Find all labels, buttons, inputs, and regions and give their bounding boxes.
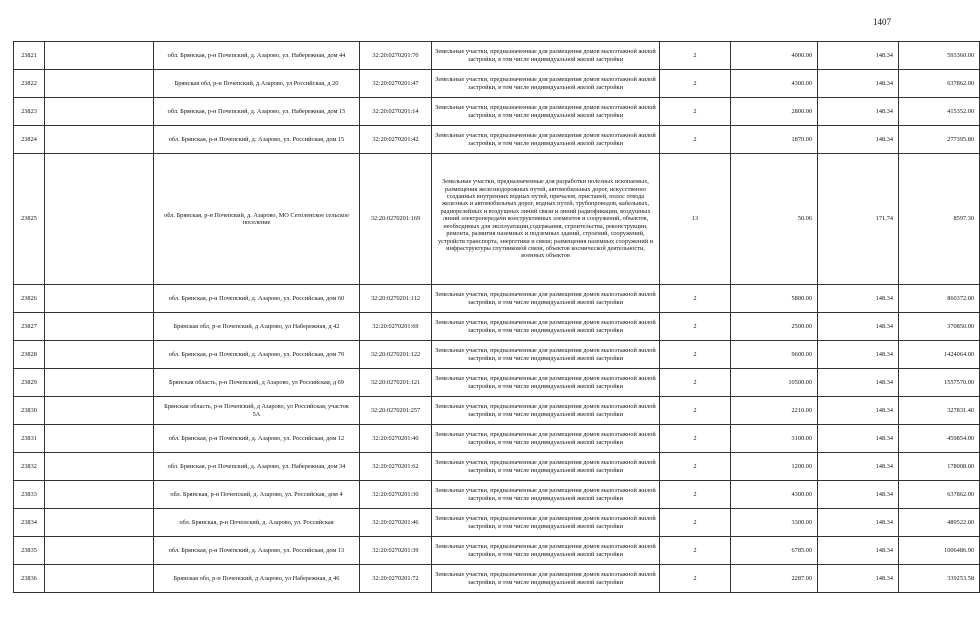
area-cell: 3300.00	[731, 509, 818, 537]
row-id: 23833	[14, 481, 45, 509]
address-cell: обл. Брянская, р-н Почепский, д. Азарово, ул. Российская, дом 15	[154, 126, 360, 154]
empty-cell	[45, 42, 154, 70]
cadastral-value-cell: 593360.00	[899, 42, 980, 70]
empty-cell	[45, 397, 154, 425]
cadastral-number-cell: 32:20:0270201:169	[360, 154, 432, 285]
rate-cell: 148.34	[818, 341, 899, 369]
group-code-cell: 13	[660, 154, 731, 285]
row-id: 23826	[14, 285, 45, 313]
empty-cell	[45, 565, 154, 593]
address-cell: обл. Брянская, р-н Почепский, д. Азарово, ул. Российская, дом 60	[154, 285, 360, 313]
land-use-cell: Земельные участки, предназначенные для размещения домов малоэтажной жилой застройки, в том числе индивидуальной жилой застройки	[432, 509, 660, 537]
cadastral-value-cell: 637862.00	[899, 481, 980, 509]
row-id: 23830	[14, 397, 45, 425]
group-code-cell: 2	[660, 70, 731, 98]
group-code-cell: 2	[660, 509, 731, 537]
cadastral-value-cell: 1557570.00	[899, 369, 980, 397]
row-id: 23824	[14, 126, 45, 154]
empty-cell	[45, 369, 154, 397]
table-row	[14, 369, 980, 397]
row-id: 23836	[14, 565, 45, 593]
empty-cell	[45, 425, 154, 453]
row-id: 23831	[14, 425, 45, 453]
table-row	[14, 453, 980, 481]
address-cell: обл. Брянская, р-н Почепский, д. Азарово, ул. Набережная, дом 34	[154, 453, 360, 481]
address-cell: Брянская обл, р-н Почепский, д Азарово, ул Российская, д 20	[154, 70, 360, 98]
rate-cell: 148.34	[818, 98, 899, 126]
area-cell: 1870.00	[731, 126, 818, 154]
cadastral-number-cell: 32:20:0270201:14	[360, 98, 432, 126]
area-cell: 50.06	[731, 154, 818, 285]
empty-cell	[45, 509, 154, 537]
area-cell: 3100.00	[731, 425, 818, 453]
table-row	[14, 285, 980, 313]
page-number: 1407	[873, 17, 891, 27]
cadastral-value-cell: 277395.80	[899, 126, 980, 154]
table-row	[14, 509, 980, 537]
cadastral-number-cell: 32:20:0270201:121	[360, 369, 432, 397]
land-use-cell: Земельные участки, предназначенные для размещения домов малоэтажной жилой застройки, в том числе индивидуальной жилой застройки	[432, 453, 660, 481]
cadastral-value-cell: 1006486.90	[899, 537, 980, 565]
rate-cell: 148.34	[818, 453, 899, 481]
cadastral-number-cell: 32:20:0270201:70	[360, 42, 432, 70]
cadastral-number-cell: 32:20:0270201:30	[360, 481, 432, 509]
address-cell: обл. Брянская, р-н Почепский, д. Азарово, ул. Российская, дом 70	[154, 341, 360, 369]
cadastral-number-cell: 32:20:0270201:257	[360, 397, 432, 425]
row-id: 23832	[14, 453, 45, 481]
row-id: 23829	[14, 369, 45, 397]
area-cell: 4300.00	[731, 70, 818, 98]
table-row	[14, 70, 980, 98]
cadastral-value-cell: 489522.00	[899, 509, 980, 537]
land-use-cell: Земельные участки, предназначенные для размещения домов малоэтажной жилой застройки, в том числе индивидуальной жилой застройки	[432, 481, 660, 509]
group-code-cell: 2	[660, 453, 731, 481]
row-id: 23823	[14, 98, 45, 126]
row-id: 23834	[14, 509, 45, 537]
cadastral-number-cell: 32:20:0270201:62	[360, 453, 432, 481]
table-row	[14, 537, 980, 565]
area-cell: 6785.00	[731, 537, 818, 565]
cadastral-number-cell: 32:20:0270201:69	[360, 313, 432, 341]
cadastral-number-cell: 32:20:0270201:72	[360, 565, 432, 593]
address-cell: Брянская обл, р-н Почепский, д Азарово, ул Набережная, д 46	[154, 565, 360, 593]
table-row	[14, 341, 980, 369]
cadastral-value-cell: 327831.40	[899, 397, 980, 425]
group-code-cell: 2	[660, 369, 731, 397]
area-cell: 9600.00	[731, 341, 818, 369]
rate-cell: 148.34	[818, 313, 899, 341]
cadastral-number-cell: 32:20:0270201:46	[360, 509, 432, 537]
land-use-cell: Земельные участки, предназначенные для размещения домов малоэтажной жилой застройки, в том числе индивидуальной жилой застройки	[432, 285, 660, 313]
rate-cell: 171.74	[818, 154, 899, 285]
area-cell: 5800.00	[731, 285, 818, 313]
area-cell: 4000.00	[731, 42, 818, 70]
rate-cell: 148.34	[818, 369, 899, 397]
address-cell: обл. Брянская, р-н Почепский, д. Азарово, ул. Российская, дом 13	[154, 537, 360, 565]
area-cell: 4300.00	[731, 481, 818, 509]
land-use-cell: Земельные участки, предназначенные для размещения домов малоэтажной жилой застройки, в том числе индивидуальной жилой застройки	[432, 98, 660, 126]
rate-cell: 148.34	[818, 425, 899, 453]
land-use-cell: Земельные участки, предназначенные для размещения домов малоэтажной жилой застройки, в том числе индивидуальной жилой застройки	[432, 537, 660, 565]
empty-cell	[45, 154, 154, 285]
group-code-cell: 2	[660, 481, 731, 509]
group-code-cell: 2	[660, 341, 731, 369]
empty-cell	[45, 70, 154, 98]
cadastral-number-cell: 32:20:0270201:40	[360, 425, 432, 453]
address-cell: Брянская область, р-н Почепский, д Азарово, ул Российская, д 69	[154, 369, 360, 397]
land-use-cell: Земельные участки, предназначенные для размещения домов малоэтажной жилой застройки, в том числе индивидуальной жилой застройки	[432, 313, 660, 341]
cadastral-number-cell: 32:20:0270201:112	[360, 285, 432, 313]
cadastral-value-cell: 339253.58	[899, 565, 980, 593]
cadastral-value-cell: 860372.00	[899, 285, 980, 313]
group-code-cell: 2	[660, 42, 731, 70]
land-use-cell: Земельные участки, предназначенные для размещения домов малоэтажной жилой застройки, в том числе индивидуальной жилой застройки	[432, 126, 660, 154]
empty-cell	[45, 313, 154, 341]
rate-cell: 148.34	[818, 285, 899, 313]
land-use-cell: Земельные участки, предназначенные для размещения домов малоэтажной жилой застройки, в том числе индивидуальной жилой застройки	[432, 369, 660, 397]
cadastral-number-cell: 32:20:0270201:122	[360, 341, 432, 369]
group-code-cell: 2	[660, 285, 731, 313]
rate-cell: 148.34	[818, 42, 899, 70]
group-code-cell: 2	[660, 98, 731, 126]
address-cell: обл. Брянская, р-н Почепский, д. Азарово, ул. Набережная, дом 44	[154, 42, 360, 70]
row-id: 23822	[14, 70, 45, 98]
table-row	[14, 397, 980, 425]
land-use-cell: Земельные участки, предназначенные для размещения домов малоэтажной жилой застройки, в том числе индивидуальной жилой застройки	[432, 42, 660, 70]
row-id: 23825	[14, 154, 45, 285]
address-cell: обл. Брянская, р-н Почепский, д. Азарово, МО Сетоленское сельское поселение	[154, 154, 360, 285]
group-code-cell: 2	[660, 397, 731, 425]
area-cell: 2210.00	[731, 397, 818, 425]
land-use-cell: Земельные участки, предназначенные для разработки полезных ископаемых, размещения железнодорожных путей, автомобильных дорог, искусственно созданных внутренних водных путей, причалов, пристаней, полос отвода железных и автомобильных дорог, водных путей, трубопроводов, кабельных, радиорелейных и воздушных линий связи и линий радиофикации, воздушных линий электропередачи конструктивных элементов и сооружений, объектов, необходимых для эксплуатации,содержания, строительства, реконструкции, ремонта, развития наземных и подземных зданий, строений, сооружений, устройств транспорта, энергетики и связи; размещения наземных сооружений и инфраструктуры спутниковой связи, объектов космической деятельности, военных объектов	[432, 154, 660, 285]
address-cell: обл. Брянская, р-н Почепский, д. Азарово, ул. Российская, дом 4	[154, 481, 360, 509]
land-use-cell: Земельные участки, предназначенные для размещения домов малоэтажной жилой застройки, в том числе индивидуальной жилой застройки	[432, 397, 660, 425]
area-cell: 2500.00	[731, 313, 818, 341]
area-cell: 1200.00	[731, 453, 818, 481]
cadastral-value-cell: 8597.30	[899, 154, 980, 285]
table-row	[14, 565, 980, 593]
empty-cell	[45, 126, 154, 154]
group-code-cell: 2	[660, 537, 731, 565]
address-cell: обл. Брянская, р-н Почепский, д. Азарово, ул. Российская, дом 12	[154, 425, 360, 453]
table-row	[14, 313, 980, 341]
cadastral-number-cell: 32:20:0270201:42	[360, 126, 432, 154]
rate-cell: 148.34	[818, 565, 899, 593]
address-cell: обл. Брянская, р-н Почепский, д. Азарово, ул. Российская	[154, 509, 360, 537]
cadastral-number-cell: 32:20:0270201:47	[360, 70, 432, 98]
empty-cell	[45, 285, 154, 313]
land-use-cell: Земельные участки, предназначенные для размещения домов малоэтажной жилой застройки, в том числе индивидуальной жилой застройки	[432, 341, 660, 369]
group-code-cell: 2	[660, 565, 731, 593]
row-id: 23827	[14, 313, 45, 341]
rate-cell: 148.34	[818, 70, 899, 98]
group-code-cell: 2	[660, 126, 731, 154]
cadastral-value-cell: 370850.00	[899, 313, 980, 341]
group-code-cell: 2	[660, 313, 731, 341]
row-id: 23835	[14, 537, 45, 565]
table-row	[14, 42, 980, 70]
rate-cell: 148.34	[818, 397, 899, 425]
cadastral-value-cell: 178008.00	[899, 453, 980, 481]
land-use-cell: Земельные участки, предназначенные для размещения домов малоэтажной жилой застройки, в том числе индивидуальной жилой застройки	[432, 425, 660, 453]
rate-cell: 148.34	[818, 481, 899, 509]
address-cell: Брянская область, р-н Почепский, д Азарово, ул Российская, участок 5А	[154, 397, 360, 425]
empty-cell	[45, 481, 154, 509]
empty-cell	[45, 98, 154, 126]
table-row	[14, 98, 980, 126]
cadastral-value-cell: 459854.00	[899, 425, 980, 453]
area-cell: 2800.00	[731, 98, 818, 126]
table-row	[14, 154, 980, 285]
table-row	[14, 425, 980, 453]
area-cell: 2287.00	[731, 565, 818, 593]
cadastral-value-cell: 415352.00	[899, 98, 980, 126]
row-id: 23821	[14, 42, 45, 70]
table-row	[14, 126, 980, 154]
empty-cell	[45, 537, 154, 565]
address-cell: обл. Брянская, р-н Почепский, д. Азарово, ул. Набережная, дом 15	[154, 98, 360, 126]
rate-cell: 148.34	[818, 537, 899, 565]
cadastral-value-table	[13, 41, 980, 593]
land-use-cell: Земельные участки, предназначенные для размещения домов малоэтажной жилой застройки, в том числе индивидуальной жилой застройки	[432, 70, 660, 98]
empty-cell	[45, 453, 154, 481]
cadastral-value-cell: 637862.00	[899, 70, 980, 98]
land-use-cell: Земельные участки, предназначенные для размещения домов малоэтажной жилой застройки, в том числе индивидуальной жилой застройки	[432, 565, 660, 593]
rate-cell: 148.34	[818, 509, 899, 537]
address-cell: Брянская обл, р-н Почепский, д Азарово, ул Набережная, д 42	[154, 313, 360, 341]
group-code-cell: 2	[660, 425, 731, 453]
rate-cell: 148.34	[818, 126, 899, 154]
row-id: 23828	[14, 341, 45, 369]
area-cell: 10500.00	[731, 369, 818, 397]
cadastral-number-cell: 32:20:0270201:39	[360, 537, 432, 565]
table-row	[14, 481, 980, 509]
empty-cell	[45, 341, 154, 369]
cadastral-value-cell: 1424064.00	[899, 341, 980, 369]
